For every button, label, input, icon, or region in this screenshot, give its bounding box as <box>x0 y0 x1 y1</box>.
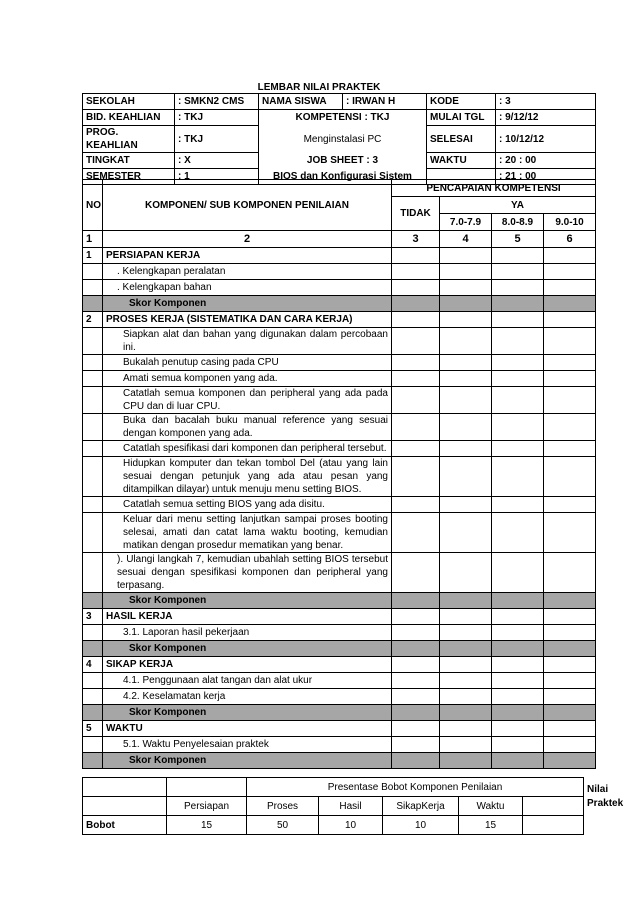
section-number: 1 <box>83 248 103 264</box>
bobot-table: Presentase Bobot Komponen Penilaian Nilai Praktek Persiapan Proses Hasil SikapKerja Waktu Bobot 15 50 10 10 15 <box>82 777 584 835</box>
sub-item: . Kelengkapan bahan <box>103 280 392 296</box>
pencapaian-header: PENCAPAIAN KOMPETENSI <box>392 180 596 197</box>
bobot-column-header: Proses <box>247 797 319 816</box>
sub-item: Catatlah spesifikasi dari komponen dan peripheral tersebut. <box>103 441 392 457</box>
section-title: SIKAP KERJA <box>103 657 392 673</box>
col-number: 3 <box>392 231 440 248</box>
kompetensi: KOMPETENSI : TKJ <box>259 110 427 126</box>
sub-item: 3.1. Laporan hasil pekerjaan <box>103 625 392 641</box>
bobot-column-header: Waktu <box>459 797 523 816</box>
sub-item: Hidupkan komputer dan tekan tombol Del (atau yang lain sesuai dengan petunjuk yang ada atau pesan yang ditampilkan dilayar) untuk menuju menu setting BIOS. <box>103 457 392 497</box>
sub-item: Buka dan bacalah buku manual reference yang sesuai dengan komponen yang ada. <box>103 414 392 441</box>
range-header: 7.0-7.9 <box>440 214 492 231</box>
section-title: HASIL KERJA <box>103 609 392 625</box>
sub-item: 4.2. Keselamatan kerja <box>103 689 392 705</box>
sub-item: Catatlah semua setting BIOS yang ada disitu. <box>103 497 392 513</box>
waktu-value: : 20 : 00 <box>496 153 596 169</box>
range-header: 8.0-8.9 <box>492 214 544 231</box>
sub-item: . Kelengkapan peralatan <box>103 264 392 280</box>
kompetensi-sub: Menginstalasi PC <box>259 126 427 153</box>
section-number: 2 <box>83 312 103 328</box>
bobot-value: 50 <box>247 816 319 835</box>
bobot-row-label: Bobot <box>83 816 167 835</box>
nama-label: NAMA SISWA <box>259 94 343 110</box>
tingkat-label: TINGKAT <box>83 153 175 169</box>
section-title: PROSES KERJA (SISTEMATIKA DAN CARA KERJA) <box>103 312 392 328</box>
bobot-column-header: Hasil <box>319 797 383 816</box>
section-title: WAKTU <box>103 721 392 737</box>
kode-value: : 3 <box>496 94 596 110</box>
sub-item: Bukalah penutup casing pada CPU <box>103 355 392 371</box>
mulai-value: : 9/12/12 <box>496 110 596 126</box>
waktu-value-2: : 21 : 00 <box>496 169 596 185</box>
col-number: 1 <box>83 231 103 248</box>
selesai-value: : 10/12/12 <box>496 126 596 153</box>
col-number: 2 <box>103 231 392 248</box>
bobot-value: 10 <box>319 816 383 835</box>
kode-label: KODE <box>427 94 496 110</box>
section-number: 3 <box>83 609 103 625</box>
sekolah-label: SEKOLAH <box>83 94 175 110</box>
skor-komponen: Skor Komponen <box>103 641 392 657</box>
sub-item: Keluar dari menu setting lanjutkan sampai proses booting selesai, amati dan catat lama waktu booting, kemudian matikan dengan prosedur mematikan yang benar. <box>103 513 392 553</box>
prog-value: : TKJ <box>175 126 259 153</box>
skor-komponen: Skor Komponen <box>103 296 392 312</box>
presentase-header: Presentase Bobot Komponen Penilaian <box>247 778 584 797</box>
sub-item: 5.1. Waktu Penyelesaian praktek <box>103 737 392 753</box>
skor-komponen: Skor Komponen <box>103 593 392 609</box>
section-number: 4 <box>83 657 103 673</box>
selesai-label: SELESAI <box>427 126 496 153</box>
sub-item: ). Ulangi langkah 7, kemudian ubahlah setting BIOS tersebut sesuai dengan spesifikasi komponen dan peripheral yang terpasang. <box>103 553 392 593</box>
waktu-label: WAKTU <box>427 153 496 169</box>
bobot-value: 15 <box>459 816 523 835</box>
sub-item: Siapkan alat dan bahan yang digunakan dalam percobaan ini. <box>103 328 392 355</box>
section-number: 5 <box>83 721 103 737</box>
skor-komponen: Skor Komponen <box>103 705 392 721</box>
section-title: PERSIAPAN KERJA <box>103 248 392 264</box>
bobot-value: 10 <box>383 816 459 835</box>
header-table <box>82 93 596 185</box>
sub-item: 4.1. Penggunaan alat tangan dan alat ukur <box>103 673 392 689</box>
col-number: 6 <box>544 231 596 248</box>
bobot-value: 15 <box>167 816 247 835</box>
tingkat-value: : X <box>175 153 259 169</box>
bobot-column-header: SikapKerja <box>383 797 459 816</box>
prog-label: PROG. KEAHLIAN <box>83 126 175 153</box>
sub-item: Amati semua komponen yang ada. <box>103 371 392 387</box>
col-number: 5 <box>492 231 544 248</box>
semester-label: SEMESTER <box>83 169 175 185</box>
tidak-header: TIDAK <box>392 197 440 231</box>
assessment-table <box>82 179 596 769</box>
job-sub: BIOS dan Konfigurasi Sistem <box>259 169 427 185</box>
page-title: LEMBAR NILAI PRAKTEK <box>257 82 381 93</box>
bidang-value: : TKJ <box>175 110 259 126</box>
nama-value: : IRWAN H <box>343 94 427 110</box>
bobot-column-header: Persiapan <box>167 797 247 816</box>
ya-header: YA <box>440 197 596 214</box>
col-number: 4 <box>440 231 492 248</box>
skor-komponen: Skor Komponen <box>103 753 392 769</box>
semester-value: : 1 <box>175 169 259 185</box>
no-header: NO <box>83 180 103 231</box>
mulai-label: MULAI TGL <box>427 110 496 126</box>
bidang-label: BID. KEAHLIAN <box>83 110 175 126</box>
job-sheet: JOB SHEET : 3 <box>259 153 427 169</box>
komponen-header: KOMPONEN/ SUB KOMPONEN PENILAIAN <box>103 180 392 231</box>
range-header: 9.0-10 <box>544 214 596 231</box>
sekolah-value: : SMKN2 CMS <box>175 94 259 110</box>
sub-item: Catatlah semua komponen dan peripheral yang ada pada CPU dan di luar CPU. <box>103 387 392 414</box>
